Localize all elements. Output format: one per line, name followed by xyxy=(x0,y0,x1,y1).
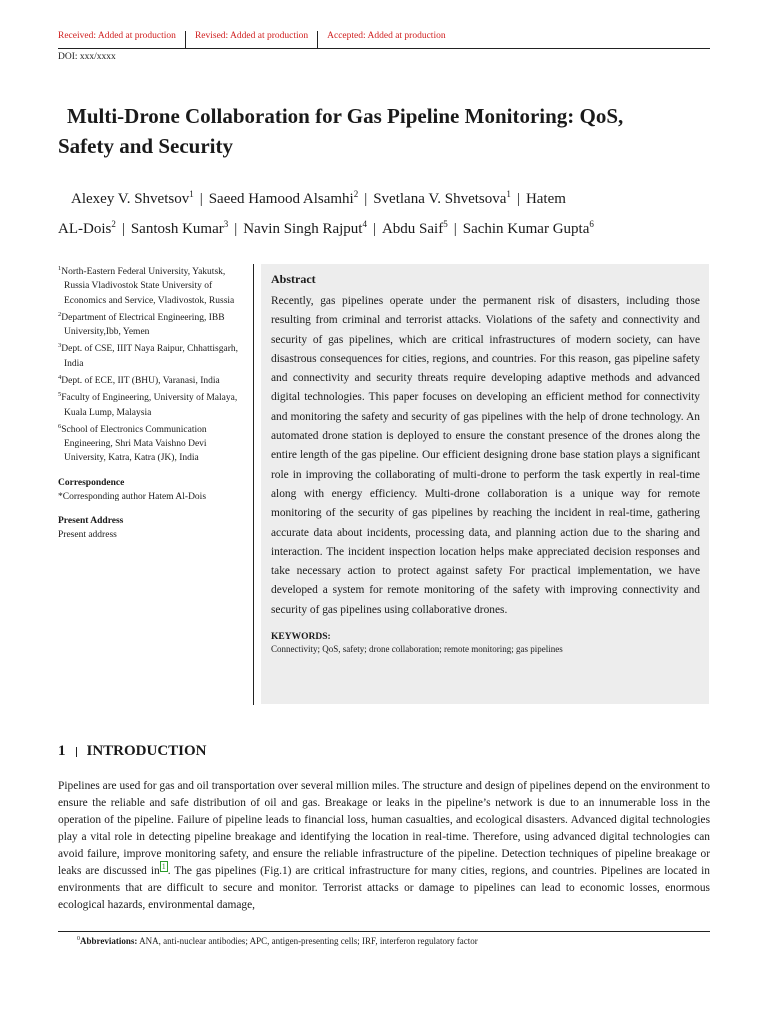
affiliation-text: North-Eastern Federal University, Yakutsk, Russia Vladivostok State University of Economics and Service, Vladivostok, Russia xyxy=(61,267,235,306)
section-separator xyxy=(76,747,77,757)
affiliation-text: Dept. of ECE, IIT (BHU), Varanasi, India xyxy=(61,376,220,387)
author-affil-sup: 1 xyxy=(189,189,194,199)
author: Santosh Kumar xyxy=(130,221,224,237)
affiliation-sup: 2 xyxy=(58,310,62,318)
citation-link[interactable]: 1 xyxy=(161,862,166,872)
author: AL-Dois xyxy=(58,221,112,237)
affiliation-sup: 4 xyxy=(58,373,62,381)
author-separator: | xyxy=(121,221,125,237)
footnote xyxy=(77,936,478,946)
author: Abdu Saif xyxy=(381,221,444,237)
keywords-heading: KEYWORDS: xyxy=(271,632,331,643)
author: Hatem xyxy=(525,191,566,207)
author-affil-sup: 3 xyxy=(223,219,229,229)
section-title: INTRODUCTION xyxy=(86,743,207,759)
publication-dates-bar xyxy=(58,31,710,49)
author-affil-sup: 4 xyxy=(362,219,367,229)
author-separator: | xyxy=(453,221,457,237)
author: Saeed Hamood Alsamhi xyxy=(208,191,354,207)
doi: DOI: xxx/xxxx xyxy=(58,52,116,62)
correspondence-heading: Correspondence xyxy=(58,477,125,488)
intro-text-part-1: Pipelines are used for gas and oil transportation over several million miles. The structure and design of pipelines depend on the environment to ensure the reliable and safe distribution of oil and gas. Breakage or leaks in the pipeline’s network is due to an innumerable loss in the operation of the pipeline. Failure of pipeline leads to financial loss, human casualties, and ecological disasters. Advanced digital technologies play a vital role in detecting pipeline breakage and identifying the location in real-time. Therefore, using advanced digital technologies can avoid failure, improve monitoring safety, and ensure the reliable infrastructure of the pipeline. Detection techniques of pipeline breakage or leaks are discussed in xyxy=(58,780,710,877)
author-affil-sup: 5 xyxy=(443,219,448,229)
author: Navin Singh Rajput xyxy=(243,221,363,237)
author-list xyxy=(58,182,718,242)
affiliation-item xyxy=(58,308,248,340)
author-affil-sup: 6 xyxy=(589,219,594,229)
footnote-rule xyxy=(58,931,710,932)
author: Svetlana V. Shvetsova xyxy=(373,191,507,207)
title-line-1: Multi-Drone Collaboration for Gas Pipeline Monitoring: QoS, xyxy=(67,104,624,128)
affiliation-text: Faculty of Engineering, University of Malaya, Kuala Lump, Malaysia xyxy=(61,393,238,418)
author: Alexey V. Shvetsov xyxy=(71,191,190,207)
intro-text-part-2: . The gas pipelines (Fig.1) are critical infrastructure for many cities, regions, and countries. Pipelines are located in environments that are difficult to secure and monitor. Terrorist attacks or damage to pipelines can lead to economic losses, enormous ecological hazards, environmental damage, xyxy=(58,865,710,911)
author-affil-sup: 1 xyxy=(506,189,511,199)
footnote-label: Abbreviations: xyxy=(80,936,138,946)
author-separator: | xyxy=(199,191,203,207)
present-address-heading: Present Address xyxy=(58,515,124,526)
affiliation-item xyxy=(58,339,248,371)
author-affil-sup: 2 xyxy=(353,189,359,199)
affiliation-item xyxy=(58,388,248,420)
affiliation-item xyxy=(58,262,248,308)
section-number: 1 xyxy=(58,743,66,759)
affiliation-sup: 1 xyxy=(58,265,62,272)
abstract-body: Recently, gas pipelines operate under the permanent risk of disasters, including those resulting from criminal and terrorist attacks. Violations of the safety and connectivity and security of gas pipelines, which are critical infrastructures of modern society, can have disastrous consequences for cities, regions, and countries. For this reason, gas pipeline safety and connectivity and security threats require developing adaptive methods and advanced digital technologies. This paper focuses on developing an efficient method for connectivity and monitoring the safety and security of gas pipelines with the help of drone technology. An automated drone station is deployed to ensure the constant presence of the drones along the entire length of the gas pipeline. Our efficient designing drone base station plays a significant role in improving the collaborating of multi-drone to perform the task expertly in real-time along with energy efficiency. Multi-drone collaboration is a unique way for remote monitoring of the security of gas pipelines by reaching the incident in real-time, gathering accurate data about incidents, processing data, and planning action due to the sharing and interaction. The incident inspection location helps make appreciated decision responses and take necessary action to protect against safety For practical implementation, we have developed a system for remote monitoring of the safety with improving connectivity and security of gas pipelines using collaborative drones. xyxy=(271,295,700,616)
present-address-text: Present address xyxy=(58,530,117,541)
affiliation-item xyxy=(58,371,248,388)
author-separator: | xyxy=(516,191,520,207)
affiliation-sup: 6 xyxy=(58,422,62,430)
section-heading xyxy=(58,743,207,760)
affiliation-item xyxy=(58,420,248,466)
received-date: Received: Added at production xyxy=(58,31,176,41)
introduction-paragraph xyxy=(58,778,710,914)
affiliation-text: School of Electronics Communication Engineering, Shri Mata Vaishno Devi University, Katra, Katra (JK), India xyxy=(61,424,207,464)
affiliation-sup: 5 xyxy=(58,391,62,399)
accepted-date: Accepted: Added at production xyxy=(317,31,454,48)
author-separator: | xyxy=(372,221,376,237)
author: Sachin Kumar Gupta xyxy=(462,221,590,237)
author-separator: | xyxy=(364,191,368,207)
affiliation-sup: 3 xyxy=(58,342,62,350)
author-separator: | xyxy=(234,221,238,237)
correspondence-text: *Corresponding author Hatem Al-Dois xyxy=(58,491,207,502)
title-line-2: Safety and Security xyxy=(58,134,233,158)
author-affil-sup: 2 xyxy=(111,219,116,229)
affiliation-text: Department of Electrical Engineering, IBB University,Ibb, Yemen xyxy=(61,312,225,338)
footnote-sup: 0 xyxy=(77,936,80,942)
affiliation-text: Dept. of CSE, IIIT Naya Raipur, Chhattisgarh, India xyxy=(61,344,238,369)
abstract-heading: Abstract xyxy=(271,272,316,286)
affiliations-column xyxy=(58,262,248,542)
footnote-text: ANA, anti-nuclear antibodies; APC, antigen-presenting cells; IRF, interferon regulatory factor xyxy=(137,936,478,946)
column-divider xyxy=(253,264,254,705)
revised-date: Revised: Added at production xyxy=(185,31,317,48)
abstract-box xyxy=(261,264,709,704)
keywords-text: Connectivity; QoS, safety; drone collaboration; remote monitoring; gas pipelines xyxy=(271,644,563,655)
paper-title xyxy=(58,101,718,161)
